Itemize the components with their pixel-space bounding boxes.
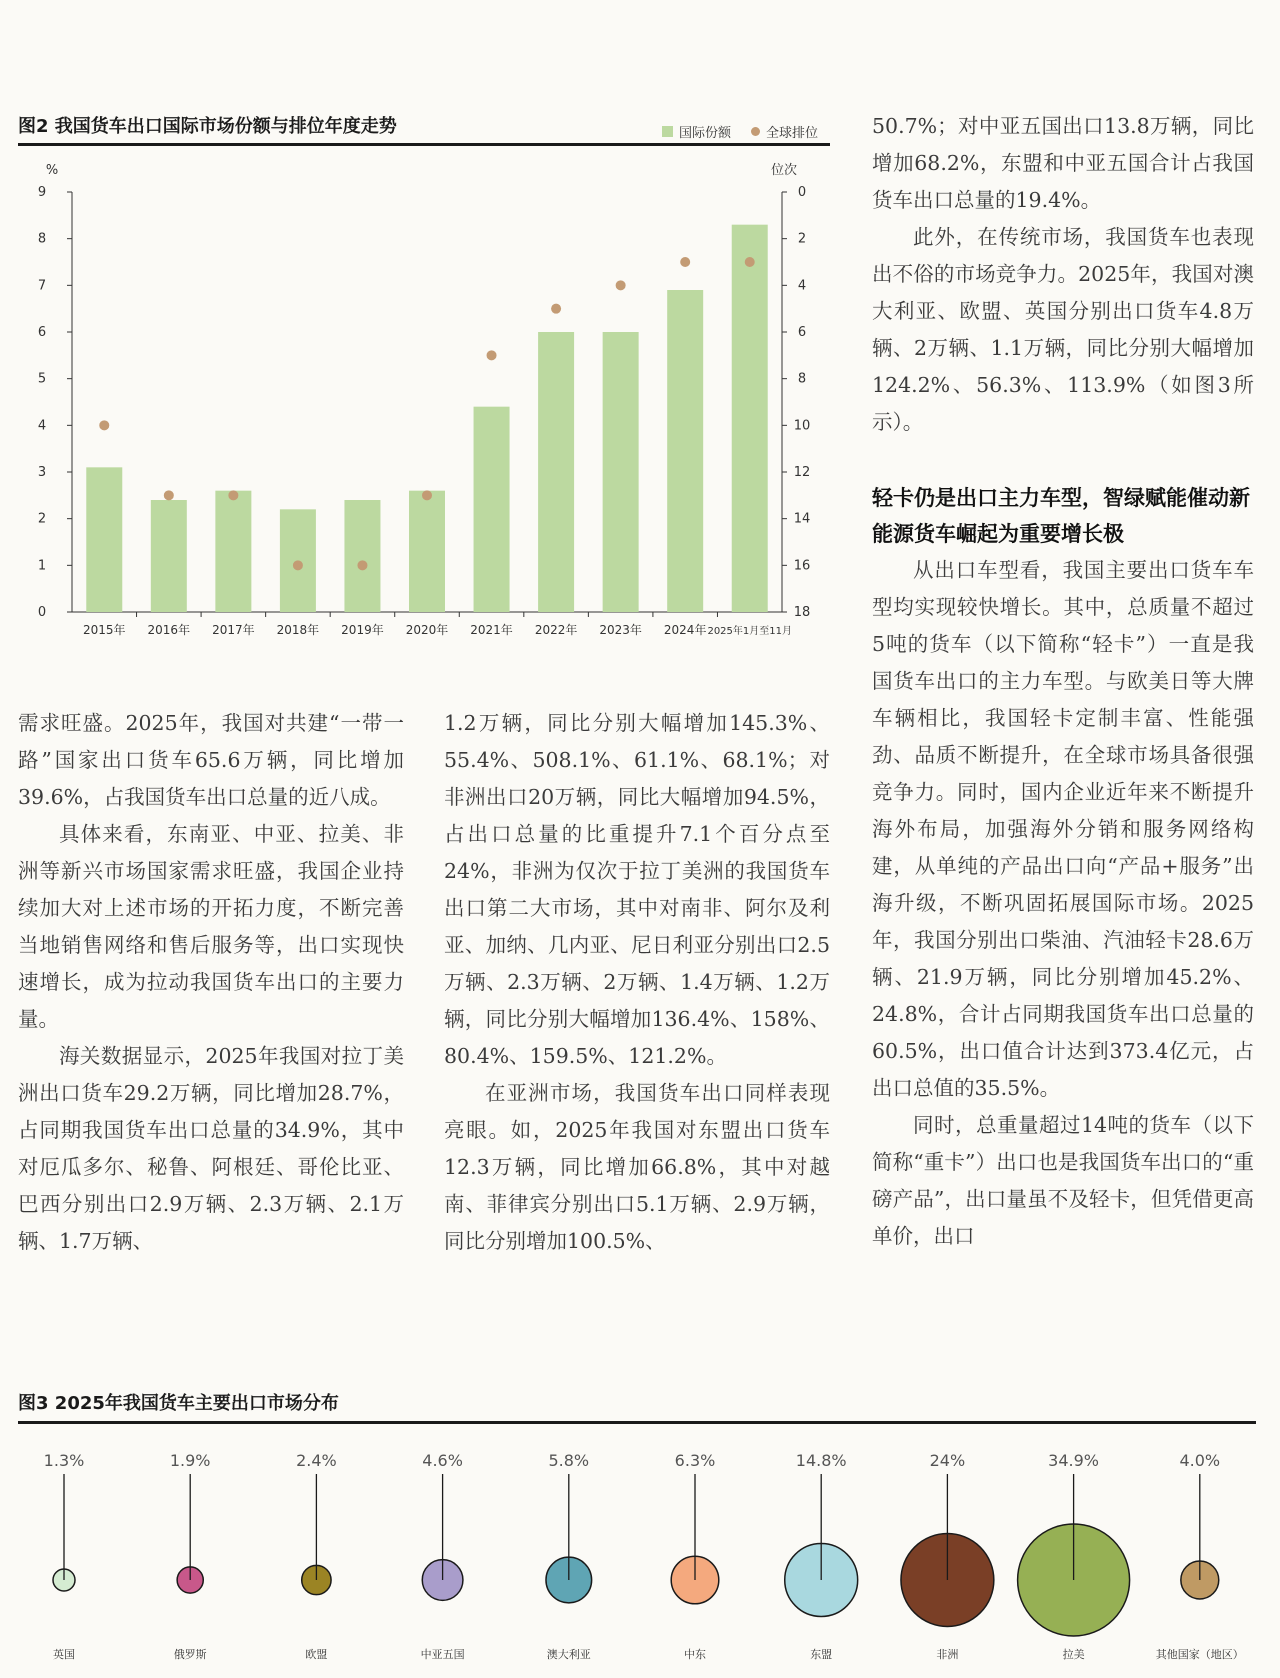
x-tick-label: 2019年 bbox=[341, 623, 384, 637]
right-axis-unit: 位次 bbox=[770, 163, 798, 178]
right-tick-label: 0 bbox=[797, 185, 807, 200]
x-tick-label: 2022年 bbox=[534, 623, 578, 637]
bar-share bbox=[344, 500, 380, 612]
right-tick-label: 10 bbox=[793, 418, 811, 434]
paragraph: 从出口车型看，我国主要出口货车车型均实现较快增长。其中，总质量不超过5吨的货车（以下简称“轻卡”）一直是我国货车出口的主力车型。与欧美日等大牌车辆相比，我国轻卡定制丰富、性能强劲、品质不断提升，在全球市场具备很强竞争力。同时，国内企业近年来不断提升海外布局，加强海外分销和服务网络构建，从单纯的产品出口向“产品+服务”出海升级，不断巩固拓展国际市场。2025年，我国分别出口柴油、汽油轻卡28.6万辆、21.9万辆，同比分别增加45.2%、24.8%，合计占同期我国货车出口总量的60.5%，出口值合计达到373.4亿元，占出口总值的35.5%。 bbox=[872, 558, 1254, 1100]
market-name: 中东 bbox=[684, 1648, 706, 1661]
x-tick-label: 2020年 bbox=[405, 623, 449, 637]
x-tick-label: 2025年1月至11月 bbox=[707, 626, 793, 637]
market-share-label: 4.0% bbox=[1179, 1451, 1221, 1470]
paragraph: 50.7%；对中亚五国出口13.8万辆，同比增加68.2%，东盟和中亚五国合计占我国货车出口总量的19.4%。 bbox=[872, 114, 1254, 212]
article-right-top bbox=[872, 108, 1254, 441]
dot-rank bbox=[745, 257, 755, 267]
section-heading: 轻卡仍是出口主力车型，智绿赋能催动新能源货车崛起为重要增长极 bbox=[872, 486, 1250, 546]
bar-share bbox=[474, 407, 510, 612]
left-axis-unit: % bbox=[45, 163, 59, 178]
x-tick-label: 2017年 bbox=[212, 623, 255, 637]
market-share-label: 1.9% bbox=[169, 1451, 211, 1470]
market-share-label: 5.8% bbox=[548, 1451, 590, 1470]
dot-rank bbox=[551, 304, 561, 314]
legend-share-swatch bbox=[662, 126, 673, 137]
right-tick-label: 18 bbox=[793, 605, 811, 620]
figure3-chart bbox=[0, 1430, 1280, 1670]
bar-share bbox=[86, 467, 122, 612]
right-tick-label: 16 bbox=[793, 558, 811, 574]
x-tick-label: 2015年 bbox=[82, 623, 126, 637]
left-tick-label: 7 bbox=[37, 278, 47, 294]
legend-share-label: 国际份额 bbox=[679, 126, 732, 141]
right-tick-label: 12 bbox=[793, 465, 811, 480]
market-name: 俄罗斯 bbox=[173, 1648, 207, 1661]
market-share-label: 6.3% bbox=[674, 1451, 716, 1470]
paragraph: 此外，在传统市场，我国货车也表现出不俗的市场竞争力。2025年，我国对澳大利亚、欧盟、英国分别出口货车4.8万辆、2万辆、1.1万辆，同比分别大幅增加124.2%、56.3%、113.9%（如图3所示）。 bbox=[872, 225, 1254, 434]
dot-rank bbox=[616, 280, 626, 290]
paragraph: 需求旺盛。2025年，我国对共建“一带一路”国家出口货车65.6万辆，同比增加39.6%，占我国货车出口总量的近八成。 bbox=[18, 711, 404, 809]
bar-share bbox=[538, 332, 574, 612]
market-name: 非洲 bbox=[936, 1648, 959, 1661]
market-share-label: 14.8% bbox=[795, 1451, 847, 1470]
market-name: 澳大利亚 bbox=[546, 1648, 591, 1661]
market-name: 英国 bbox=[53, 1648, 75, 1661]
dot-rank bbox=[293, 560, 303, 570]
x-tick-label: 2021年 bbox=[470, 623, 513, 637]
market-name: 中亚五国 bbox=[420, 1648, 465, 1661]
figure2-legend bbox=[662, 122, 818, 141]
left-tick-label: 6 bbox=[37, 325, 47, 340]
market-share-label: 2.4% bbox=[296, 1451, 337, 1470]
dot-rank bbox=[99, 420, 109, 430]
left-tick-label: 1 bbox=[37, 558, 47, 574]
legend-rank-label: 全球排位 bbox=[766, 126, 819, 141]
left-tick-label: 8 bbox=[37, 231, 47, 247]
dot-rank bbox=[228, 490, 238, 500]
right-tick-label: 14 bbox=[793, 511, 811, 527]
paragraph: 具体来看，东南亚、中亚、拉美、非洲等新兴市场国家需求旺盛，我国企业持续加大对上述市场的开拓力度，不断完善当地销售网络和售后服务等，出口实现快速增长，成为拉动我国货车出口的主要力量。 bbox=[18, 822, 404, 1031]
market-share-label: 1.3% bbox=[43, 1451, 85, 1470]
market-name: 其他国家（地区） bbox=[1155, 1648, 1244, 1661]
bar-share bbox=[732, 225, 768, 612]
figure2-rule bbox=[18, 143, 830, 146]
paragraph: 同时，总重量超过14吨的货车（以下简称“重卡”）出口也是我国货车出口的“重磅产品”，出口量虽不及轻卡，但凭借更高单价，出口 bbox=[872, 1113, 1254, 1248]
bar-share bbox=[409, 491, 445, 612]
left-tick-label: 5 bbox=[37, 371, 47, 387]
bar-share bbox=[151, 500, 187, 612]
x-tick-label: 2018年 bbox=[276, 623, 320, 637]
right-tick-label: 8 bbox=[797, 371, 807, 387]
left-tick-label: 4 bbox=[37, 418, 47, 434]
market-share-label: 24% bbox=[929, 1451, 966, 1470]
x-tick-label: 2024年 bbox=[663, 623, 707, 637]
x-tick-label: 2016年 bbox=[147, 623, 191, 637]
paragraph: 1.2万辆，同比分别大幅增加145.3%、55.4%、508.1%、61.1%、68.1%；对非洲出口20万辆，同比大幅增加94.5%，占出口总量的比重提升7.1个百分点至24%，非洲为仅次于拉丁美洲的我国货车出口第二大市场，其中对南非、阿尔及利亚、加纳、几内亚、尼日利亚分别出口2.5万辆、2.3万辆、2万辆、1.4万辆、1.2万辆，同比分别大幅增加136.4%、158%、80.4%、159.5%、121.2%。 bbox=[444, 711, 830, 1068]
dot-rank bbox=[357, 560, 367, 570]
dot-rank bbox=[422, 490, 432, 500]
market-share-label: 34.9% bbox=[1048, 1451, 1100, 1470]
right-tick-label: 6 bbox=[797, 325, 807, 340]
bar-share bbox=[603, 332, 639, 612]
market-name: 东盟 bbox=[810, 1648, 833, 1661]
left-tick-label: 0 bbox=[37, 605, 47, 620]
paragraph: 海关数据显示，2025年我国对拉丁美洲出口货车29.2万辆，同比增加28.7%，占同期我国货车出口总量的34.9%，其中对厄瓜多尔、秘鲁、阿根廷、哥伦比亚、巴西分别出口2.9万辆、2.3万辆、2.1万辆、1.7万辆、 bbox=[18, 1044, 404, 1253]
legend-rank-swatch bbox=[751, 127, 760, 136]
paragraph: 在亚洲市场，我国货车出口同样表现亮眼。如，2025年我国对东盟出口货车12.3万辆，同比增加66.8%，其中对越南、菲律宾分别出口5.1万辆、2.9万辆，同比分别增加100.5%、 bbox=[444, 1081, 830, 1253]
article-col2 bbox=[444, 705, 830, 1260]
figure3-title: 图3 2025年我国货车主要出口市场分布 bbox=[18, 1393, 339, 1414]
market-share-label: 4.6% bbox=[422, 1451, 463, 1470]
article-col1 bbox=[18, 705, 404, 1260]
market-name: 拉美 bbox=[1062, 1648, 1085, 1661]
left-tick-label: 3 bbox=[37, 465, 47, 480]
right-tick-label: 2 bbox=[797, 231, 807, 247]
article-right-bottom bbox=[872, 480, 1254, 1255]
figure2-title: 图2 我国货车出口国际市场份额与排位年度走势 bbox=[18, 116, 397, 137]
market-name: 欧盟 bbox=[305, 1648, 328, 1661]
x-tick-label: 2023年 bbox=[599, 623, 642, 637]
dot-rank bbox=[487, 350, 497, 360]
figure3-rule bbox=[18, 1421, 1256, 1424]
right-tick-label: 4 bbox=[797, 278, 807, 294]
left-tick-label: 2 bbox=[37, 511, 47, 527]
figure2-chart bbox=[0, 150, 840, 650]
bar-share bbox=[215, 491, 251, 612]
bar-share bbox=[667, 290, 703, 612]
left-tick-label: 9 bbox=[37, 185, 47, 200]
dot-rank bbox=[164, 490, 174, 500]
dot-rank bbox=[680, 257, 690, 267]
